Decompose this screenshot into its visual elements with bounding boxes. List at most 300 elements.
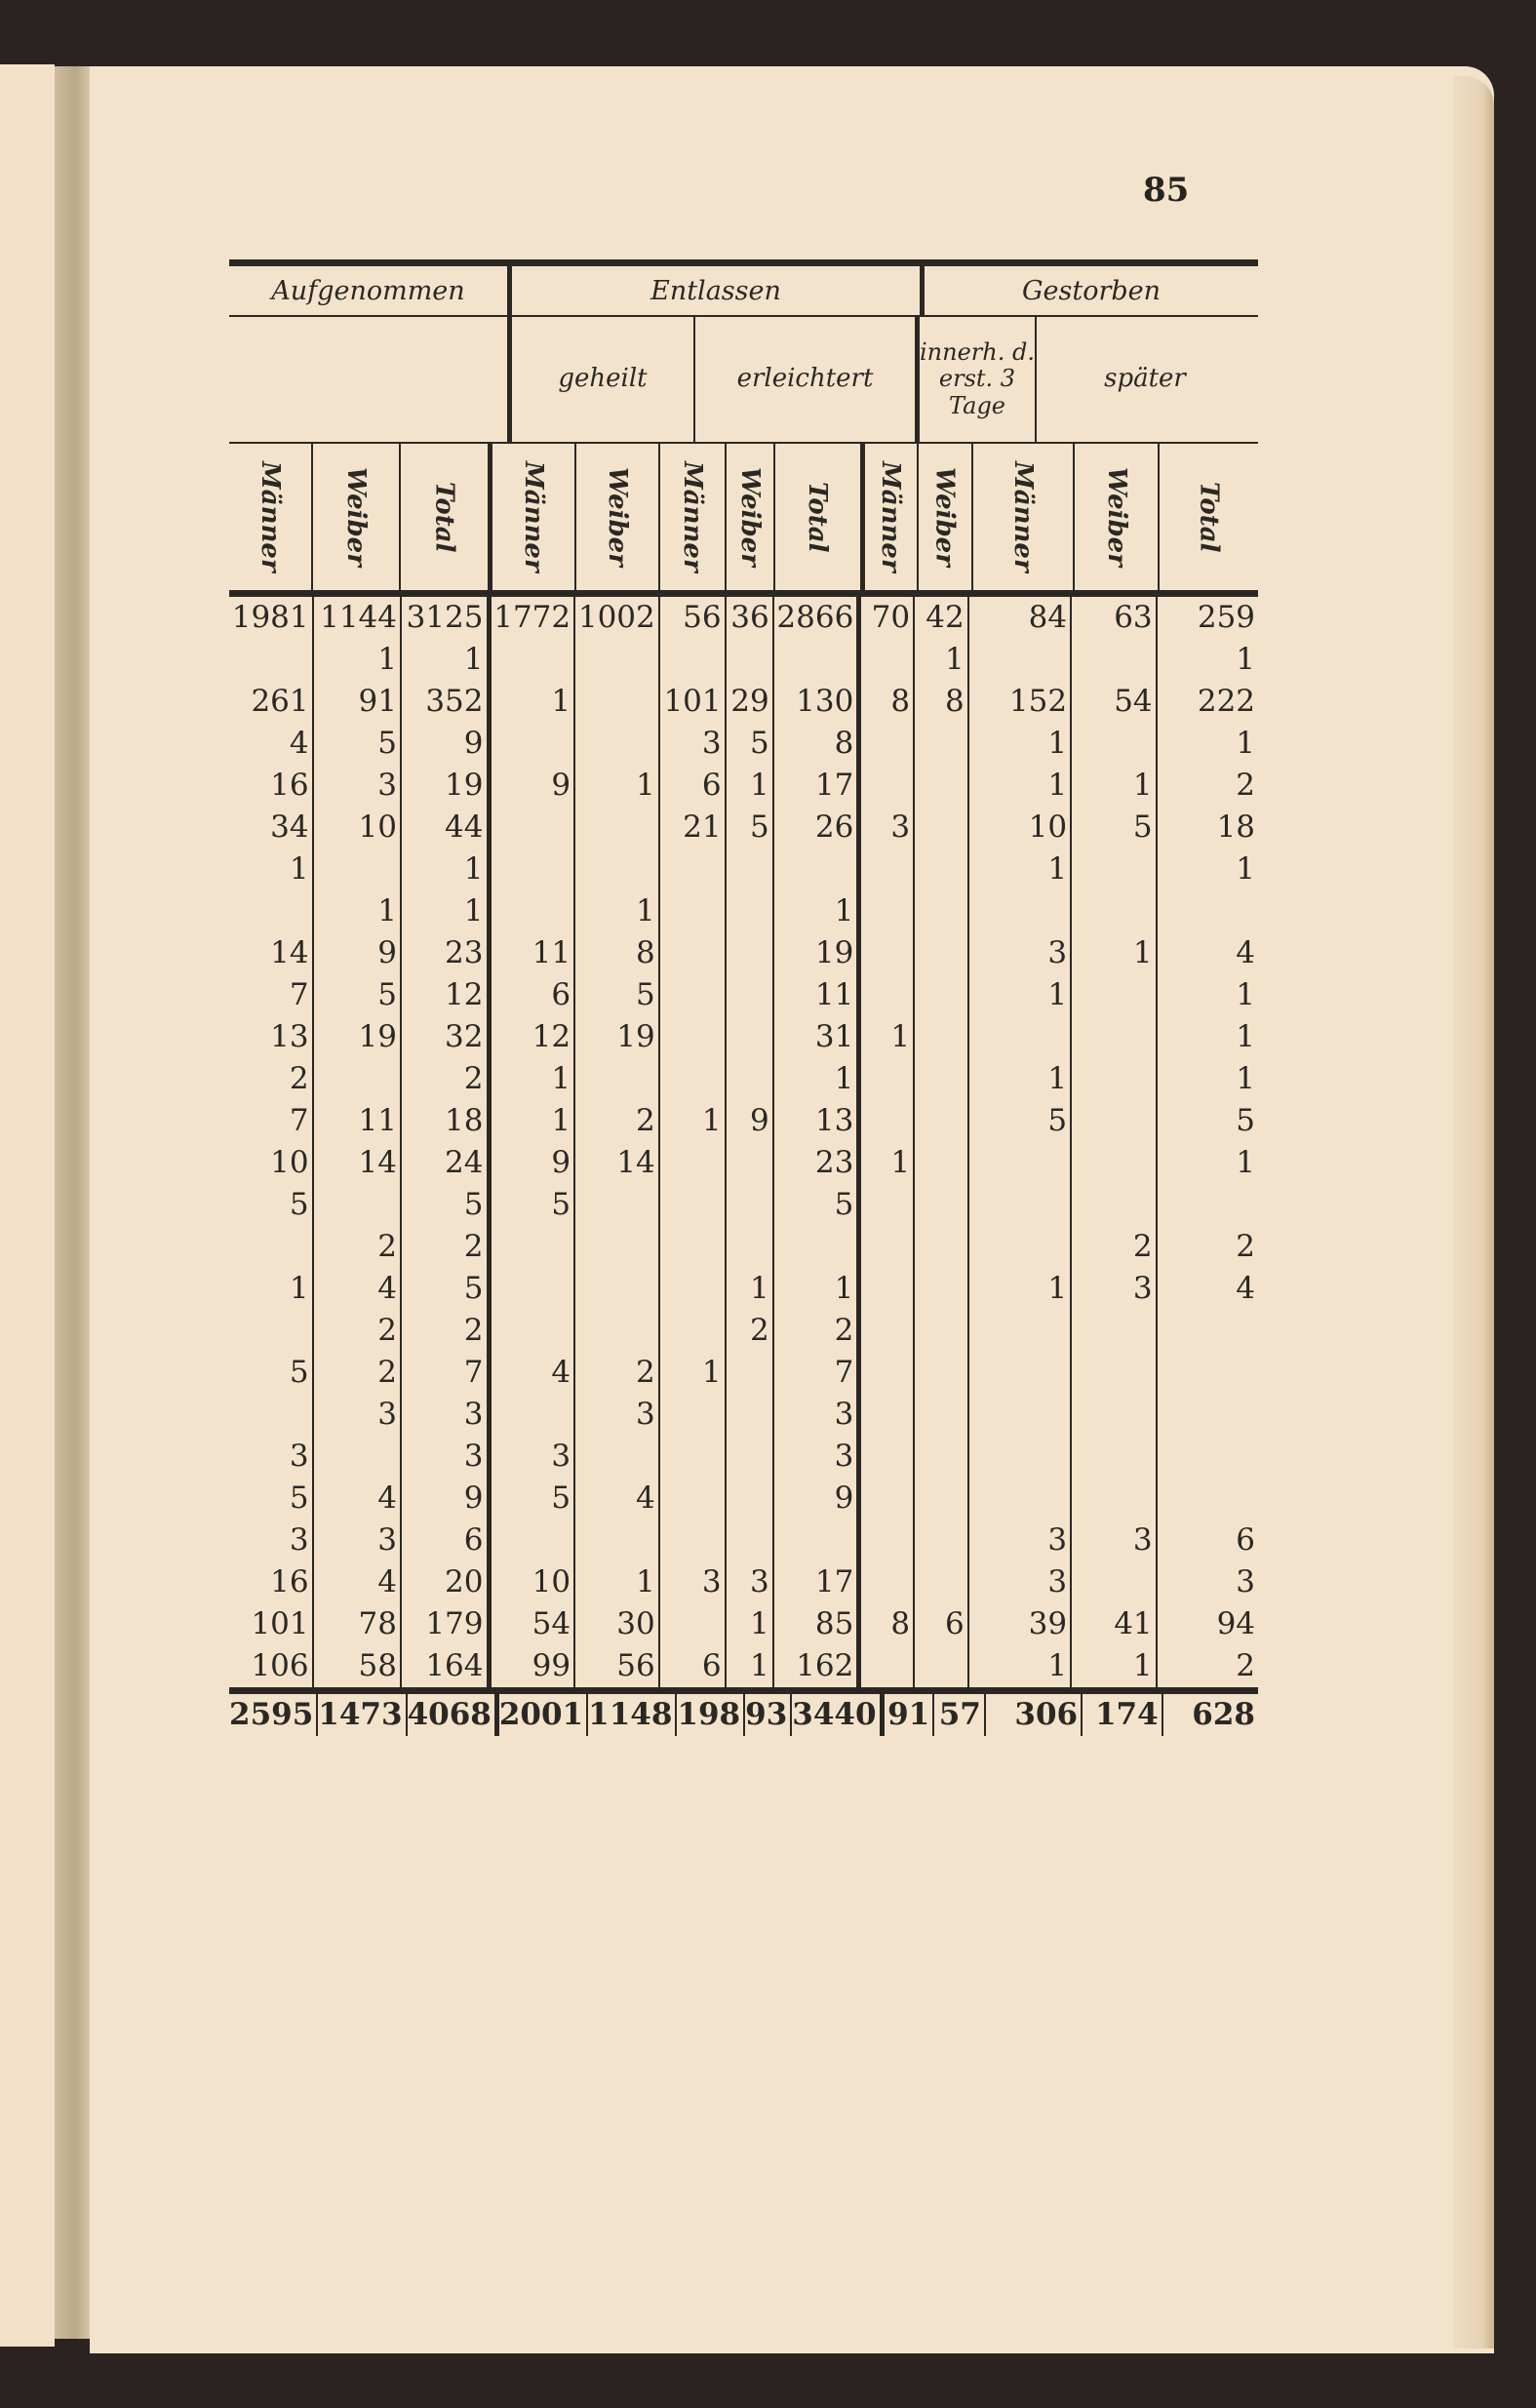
table-cell: 10 [492,1561,576,1603]
table-cell [1072,1058,1158,1100]
total-cell: 1473 [318,1694,407,1736]
table-cell: 42 [915,597,969,639]
table-cell: 1 [575,1561,660,1603]
table-cell: 1 [727,765,774,807]
table-cell: 3 [969,1561,1072,1603]
table-cell: 5 [1072,807,1158,849]
column-header-label: Männer [876,461,906,572]
table-cell: 3 [229,1436,314,1478]
table-cell: 1 [1072,765,1158,807]
table-cell: 54 [492,1603,576,1645]
table-cell [861,974,915,1016]
table-cell [660,1058,727,1100]
table-cell [660,974,727,1016]
table-cell [1158,1184,1258,1226]
column-header-label: Männer [518,461,548,572]
table-cell: 1981 [229,597,314,639]
table-cell: 20 [402,1561,492,1603]
table-row [229,597,1258,639]
table-cell: 5 [969,1100,1072,1142]
column-header-label: Weiber [603,467,633,567]
table-cell: 14 [575,1142,660,1184]
table-cell: 1 [727,1645,774,1687]
table-cell: 34 [229,807,314,849]
table-cell [915,1268,969,1310]
column-header-label: Weiber [341,467,372,567]
table-cell: 3 [1236,1564,1256,1599]
table-cell: 7 [229,974,314,1016]
table-cell: 1 [314,639,402,681]
total-cell: 174 [1083,1694,1163,1736]
table-cell: 2 [402,1058,492,1100]
table-cell: 63 [1072,597,1158,639]
table-cell [915,974,969,1016]
table-cell: 24 [402,1142,492,1184]
table-cell: 5 [727,723,774,765]
table-cell [492,1394,576,1436]
table-cell [575,1226,660,1268]
table-cell: 6 [660,1645,727,1687]
column-header-label: Total [803,481,833,553]
table-cell [727,1226,774,1268]
table-cell [492,890,576,932]
table-cell: 5 [402,1268,492,1310]
table-cell [1072,1352,1158,1394]
column-header-label: Weiber [929,467,960,567]
column-header [229,444,313,590]
table-cell: 1 [969,1268,1072,1310]
table-cell: 9 [402,1478,492,1520]
table-cell [575,639,660,681]
table-cell [915,1561,969,1603]
table-cell: 1 [1236,851,1256,887]
table-cell [1158,1310,1258,1352]
table-cell [1072,1478,1158,1520]
column-header-row [229,444,1258,590]
table-cell: 18 [402,1100,492,1142]
table-cell: 19 [774,932,862,974]
table-row [229,807,1258,849]
table-cell [575,1184,660,1226]
table-cell [1072,1100,1158,1142]
table-cell: 1 [492,681,576,723]
table-row [229,639,1258,681]
column-header [727,444,775,590]
table-cell: 78 [314,1603,402,1645]
table-cell: 41 [1072,1603,1158,1645]
table-cell [861,1310,915,1352]
table-row [229,1478,1258,1520]
table-cell: 164 [402,1645,492,1687]
table-cell: 101 [229,1603,314,1645]
table-row [229,1184,1258,1226]
table-cell [915,1058,969,1100]
table-cell: 3 [402,1394,492,1436]
table-row [229,974,1258,1016]
table-cell: 9 [727,1100,774,1142]
table-cell [229,1226,314,1268]
table-cell: 16 [229,765,314,807]
table-cell: 3 [402,1436,492,1478]
column-header [1160,444,1258,590]
column-header-label: Total [1194,481,1224,553]
table-cell [660,1310,727,1352]
table-row [229,1100,1258,1142]
table-cell: 2 [774,1310,862,1352]
table-cell: 12 [402,974,492,1016]
table-cell: 3 [229,1520,314,1561]
column-header [576,444,660,590]
table-cell: 5 [774,1184,862,1226]
table-cell: 1 [774,890,862,932]
table-cell [915,1226,969,1268]
table-cell [969,1310,1072,1352]
column-header [492,444,576,590]
table-cell [861,1394,915,1436]
table-cell [575,1520,660,1561]
table-cell [861,1226,915,1268]
table-cell [915,1142,969,1184]
subgroup-empty [229,317,507,442]
table-cell: 1 [861,1142,915,1184]
group-aufgenommen: Aufgenommen [271,275,465,306]
total-cell: 2001 [499,1694,588,1736]
table-cell: 162 [774,1645,862,1687]
table-cell: 3 [492,1436,576,1478]
table-cell: 36 [727,597,774,639]
table-cell: 54 [1072,681,1158,723]
table-cell [915,1184,969,1226]
table-cell: 1 [1072,932,1158,974]
table-cell [1158,1436,1258,1478]
table-cell [660,1520,727,1561]
table-cell: 2 [1236,1229,1256,1264]
table-cell: 7 [774,1352,862,1394]
column-header-label: Männer [678,461,708,572]
table-cell [492,1226,576,1268]
table-cell: 5 [229,1478,314,1520]
column-header [660,444,727,590]
table-cell [229,1394,314,1436]
table-cell: 101 [660,681,727,723]
table-cell: 23 [774,1142,862,1184]
column-header-label: Männer [256,461,286,572]
table-cell [915,723,969,765]
table-cell [727,890,774,932]
table-cell: 1 [1236,977,1256,1012]
facing-page-edge [0,64,55,2347]
table-body [229,597,1258,1687]
table-cell: 1 [660,1352,727,1394]
book-gutter [55,66,90,2339]
table-row [229,1268,1258,1310]
table-cell [861,723,915,765]
table-cell: 4 [314,1268,402,1310]
table-cell: 10 [969,807,1072,849]
table-cell: 4 [314,1561,402,1603]
table-cell: 1772 [492,597,576,639]
table-cell [492,1520,576,1561]
table-cell [314,1058,402,1100]
table-cell [1072,1016,1158,1058]
table-cell [915,1478,969,1520]
table-cell: 1144 [314,597,402,639]
table-cell [660,890,727,932]
table-row [229,849,1258,890]
table-cell: 3 [1072,1520,1158,1561]
table-row [229,1520,1258,1561]
column-header [919,444,973,590]
table-cell [727,1436,774,1478]
table-cell: 17 [774,1561,862,1603]
table-cell: 9 [492,765,576,807]
table-cell: 1 [575,765,660,807]
table-cell [492,807,576,849]
table-cell [861,1352,915,1394]
table-cell [861,1100,915,1142]
table-cell: 1 [969,765,1072,807]
table-cell: 2 [314,1352,402,1394]
table-cell: 1 [229,849,314,890]
table-cell: 11 [774,974,862,1016]
table-cell [492,1268,576,1310]
table-cell [915,765,969,807]
table-cell: 30 [575,1603,660,1645]
column-header [1075,444,1160,590]
table-cell [492,639,576,681]
total-cell: 306 [986,1694,1083,1736]
table-cell [229,639,314,681]
table-cell [229,890,314,932]
table-row [229,1645,1258,1687]
table-cell [861,639,915,681]
table-cell: 2 [1236,1648,1256,1683]
table-cell [1158,1394,1258,1436]
table-cell: 31 [774,1016,862,1058]
top-rule [229,259,1258,266]
table-cell: 3 [969,932,1072,974]
table-cell: 84 [969,597,1072,639]
table-cell [969,1184,1072,1226]
table-cell [915,1310,969,1352]
table-cell: 1002 [575,597,660,639]
table-cell: 29 [727,681,774,723]
table-cell: 1 [229,1268,314,1310]
table-cell: 11 [314,1100,402,1142]
table-cell: 2 [402,1226,492,1268]
table-cell: 99 [492,1645,576,1687]
table-cell [861,765,915,807]
table-cell [660,1268,727,1310]
table-cell [1072,890,1158,932]
table-cell: 3 [314,1394,402,1436]
table-cell [660,1436,727,1478]
table-cell: 2 [1236,768,1256,803]
table-cell [915,1520,969,1561]
table-row [229,681,1258,723]
total-cell: 628 [1192,1697,1255,1732]
table-cell [660,849,727,890]
table-cell: 3 [575,1394,660,1436]
table-cell [314,849,402,890]
table-cell: 4 [229,723,314,765]
column-header [973,444,1076,590]
table-cell: 5 [492,1478,576,1520]
table-cell: 1 [969,849,1072,890]
table-cell: 18 [1216,809,1256,845]
table-cell [915,1016,969,1058]
subgroup-erleichtert: erleichtert [736,364,874,394]
table-cell [915,1352,969,1394]
table-cell: 1 [402,639,492,681]
table-cell: 5 [229,1352,314,1394]
table-cell [492,1310,576,1352]
table-cell: 3 [314,765,402,807]
statistics-table [229,259,1258,1736]
table-cell [575,1058,660,1100]
table-cell [969,1478,1072,1520]
table-cell [969,890,1072,932]
table-cell: 32 [402,1016,492,1058]
table-cell [727,1058,774,1100]
table-cell: 4 [1236,935,1256,970]
table-cell [727,1394,774,1436]
table-row [229,1436,1258,1478]
table-cell: 5 [492,1184,576,1226]
table-cell [774,639,862,681]
table-cell: 8 [915,681,969,723]
table-cell [969,1016,1072,1058]
table-cell: 2 [314,1310,402,1352]
table-cell: 5 [402,1184,492,1226]
table-cell [229,1310,314,1352]
table-cell: 56 [660,597,727,639]
column-header-label: Weiber [1101,467,1131,567]
table-cell: 5 [314,974,402,1016]
table-cell: 3 [861,807,915,849]
table-cell [861,849,915,890]
total-cell: 93 [745,1694,792,1736]
table-cell: 39 [969,1603,1072,1645]
table-cell: 1 [727,1268,774,1310]
table-cell: 1 [969,974,1072,1016]
table-row [229,1352,1258,1394]
table-cell: 19 [402,765,492,807]
totals-rule [229,1687,1258,1694]
table-cell [575,849,660,890]
table-cell: 352 [402,681,492,723]
table-cell [727,849,774,890]
table-cell: 222 [1197,684,1256,719]
table-cell: 1 [1236,1061,1256,1096]
column-header [313,444,401,590]
table-cell: 13 [229,1016,314,1058]
table-cell: 11 [492,932,576,974]
table-cell: 9 [774,1478,862,1520]
table-row [229,723,1258,765]
table-cell: 3 [660,723,727,765]
table-cell [1072,1184,1158,1226]
table-cell [774,1520,862,1561]
table-cell [915,1436,969,1478]
table-cell: 1 [969,723,1072,765]
table-cell [575,807,660,849]
table-cell: 8 [575,932,660,974]
table-cell: 1 [402,849,492,890]
table-cell: 2 [314,1226,402,1268]
table-cell [660,1226,727,1268]
table-cell [969,1394,1072,1436]
table-cell: 4 [492,1352,576,1394]
table-cell: 8 [861,1603,915,1645]
total-cell: 1148 [588,1694,677,1736]
table-cell [861,932,915,974]
table-cell [727,1352,774,1394]
column-header-label: Männer [1007,461,1038,572]
table-cell: 13 [774,1100,862,1142]
subgroup-header-row [229,317,1258,442]
table-cell: 179 [402,1603,492,1645]
table-cell: 1 [575,890,660,932]
table-cell [861,1561,915,1603]
table-cell: 8 [774,723,862,765]
table-cell: 91 [314,681,402,723]
table-cell [861,890,915,932]
table-cell: 1 [402,890,492,932]
total-cell: 91 [885,1694,935,1736]
table-cell [1072,1436,1158,1478]
table-cell: 19 [575,1016,660,1058]
table-row [229,1603,1258,1645]
table-cell: 3 [727,1561,774,1603]
table-cell [861,1645,915,1687]
table-cell: 4 [1236,1271,1256,1306]
page-fore-edge [1453,76,1494,2349]
column-header-label: Weiber [734,467,765,567]
table-cell: 3 [774,1394,862,1436]
table-cell [314,1184,402,1226]
table-cell [861,1520,915,1561]
table-cell: 2 [1072,1226,1158,1268]
table-cell: 3 [774,1436,862,1478]
table-cell [1072,849,1158,890]
table-cell: 7 [402,1352,492,1394]
table-cell: 2866 [774,597,862,639]
table-cell [969,1436,1072,1478]
table-cell [1072,639,1158,681]
table-cell [660,1394,727,1436]
table-cell [575,1310,660,1352]
table-cell: 4 [575,1478,660,1520]
table-row [229,1310,1258,1352]
table-cell [727,1478,774,1520]
table-cell: 2 [229,1058,314,1100]
table-cell: 8 [861,681,915,723]
table-cell: 5 [314,723,402,765]
table-cell: 1 [492,1100,576,1142]
table-cell: 16 [229,1561,314,1603]
table-row [229,890,1258,932]
table-cell: 1 [314,890,402,932]
table-cell [915,932,969,974]
table-cell: 56 [575,1645,660,1687]
table-cell: 1 [1072,1645,1158,1687]
table-cell: 5 [727,807,774,849]
table-cell: 1 [774,1058,862,1100]
table-cell: 10 [229,1142,314,1184]
table-cell [660,1016,727,1058]
table-cell: 1 [969,1645,1072,1687]
